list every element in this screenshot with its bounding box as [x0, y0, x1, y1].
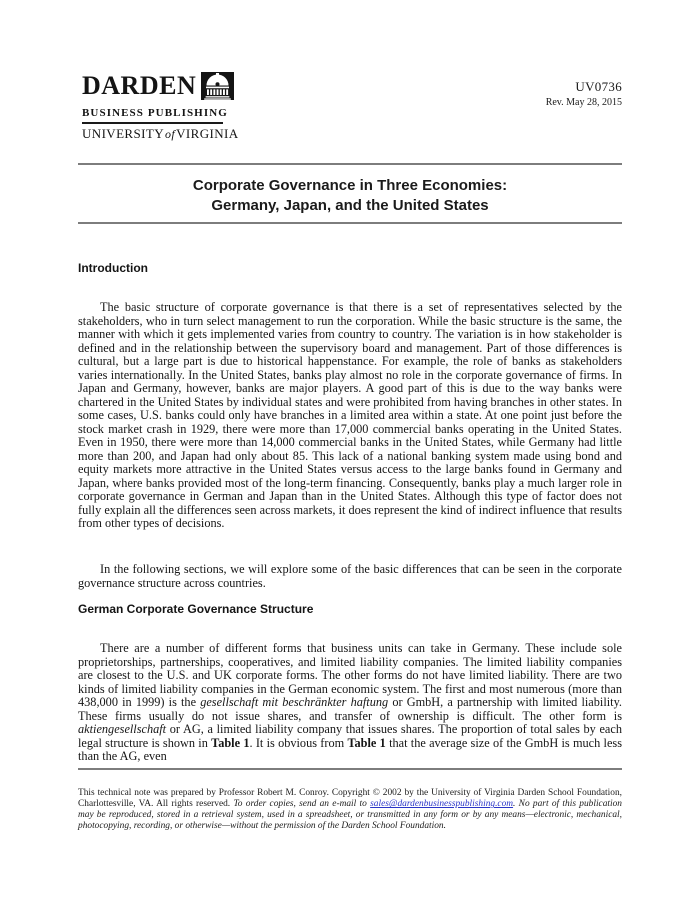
text-run-bold-table1-ref: Table 1 — [347, 735, 386, 750]
text-run-bold-table1-ref: Table 1 — [211, 735, 250, 750]
logo-university-of-virginia-text — [82, 126, 239, 142]
text-run: . It is obvious from — [249, 735, 348, 750]
text-run: There are a number of different forms that business units can take in Germany. These include sole proprietorships, partnerships, cooperatives, and limited liability companies. The limited liability companies are closest to the U.S. and UK corporate forms. The other forms do not have limited liability. There are two kinds of limited liability companies in the German economic system. The first and most numerous (more than 438,000 in 1999) is the — [78, 641, 622, 710]
logo-virginia-word: VIRGINIA — [176, 126, 239, 141]
sales-email-link[interactable]: sales@dardenbusinesspublishing.com — [370, 799, 514, 810]
page-title-line2: Germany, Japan, and the United States — [211, 197, 489, 214]
title-bottom-rule — [78, 222, 622, 224]
page-title-line1: Corporate Governance in Three Economies: — [192, 177, 508, 194]
footer-text-run-italic: . No part of this publication may be reproduced, stored in a retrieval system, used in a spreadsheet, or transmitted in any form or by any means—electronic, mechanical, photocopying, recording, or otherwise—without the permission of the Darden School Foundation. — [78, 799, 622, 832]
german-governance-paragraph — [78, 642, 622, 764]
footer-rule — [78, 768, 622, 770]
text-run-italic-ag-term: aktiengesellschaft — [78, 722, 167, 737]
title-top-rule — [78, 163, 622, 165]
logo-of-word: of — [165, 127, 176, 141]
darden-logo — [82, 71, 239, 142]
logo-divider — [82, 122, 223, 124]
logo-darden-text: DARDEN — [82, 71, 197, 100]
text-run-italic-gmbh-term: gesellschaft mit beschränkter haftung — [200, 695, 389, 710]
text-run: or GmbH, a partnership with limited liability. These firms usually do not issue shares, and transfer of ownership is difficult. The other form is — [78, 695, 622, 723]
introduction-heading: Introduction — [78, 261, 148, 275]
page-title — [78, 176, 622, 216]
introduction-paragraph-2: In the following sections, we will explore some of the basic differences that can be seen in the corporate governance structure across countries. — [78, 562, 622, 590]
document-reference — [546, 79, 622, 108]
copyright-footnote — [78, 788, 622, 832]
logo-business-publishing-text: BUSINESS PUBLISHING — [82, 107, 228, 119]
text-run: or AG, a limited liability company that issues shares. The proportion of total sales by each legal structure is shown in — [78, 722, 622, 750]
footer-text-run: This technical note was prepared by Professor Robert M. Conroy. Copyright © 2002 by the University of Virginia Darden School Foundation, Charlottesville, VA. All rights reserved. — [78, 788, 622, 810]
document-number: UV0736 — [575, 79, 622, 94]
introduction-paragraph-1: The basic structure of corporate governance is that there is a set of representatives selected by the stakeholders, who in turn select management to run the corporation. While the basic structure is the same, the manner with which it gets implemented varies from country to country. The variation is in how stakeholder is defined and in the relationship between the supervisory board and management. Part of those differences is cultural, but a large part is due to historical happenstance. For example, the role of banks as stakeholders varies internationally. In the United States, banks play almost no role in the corporate governance of firms. In Japan and Germany, however, banks are major players. A good part of this is due to the way banks were chartered in the United States by individual states and were prohibited from having branches in other states. In some cases, U.S. banks could only have branches in a limited area within a state. At one point just before the stock market crash in 1929, there were more than 17,000 commercial banks operating in the United States. Even in 1950, there were more than 14,000 commercial banks in the United States, while Germany had little more than 200, and Japan had only about 85. This lack of a national banking system made using bond and equity markets more attractive in the United States versus access to the large banks found in Germany and Japan, where banks provided most of the long-term financing. Consequently, banks play a much larger role in corporate governance in German and Japan than in the United States. Although this type of factor does not fully explain all the differences seen across markets, it does represent the kind of indirect influence that results from other types of decisions. — [78, 300, 622, 531]
logo-university-word: UNIVERSITY — [82, 126, 164, 141]
rotunda-icon — [201, 72, 234, 105]
document-revision-date: Rev. May 28, 2015 — [545, 97, 622, 108]
text-run: that the average size of the GmbH is much less than the AG, even — [78, 735, 622, 764]
footer-text-run-italic: To order copies, send an e-mail to — [233, 799, 371, 810]
logo-top-row — [82, 72, 224, 105]
german-governance-heading: German Corporate Governance Structure — [78, 602, 314, 616]
